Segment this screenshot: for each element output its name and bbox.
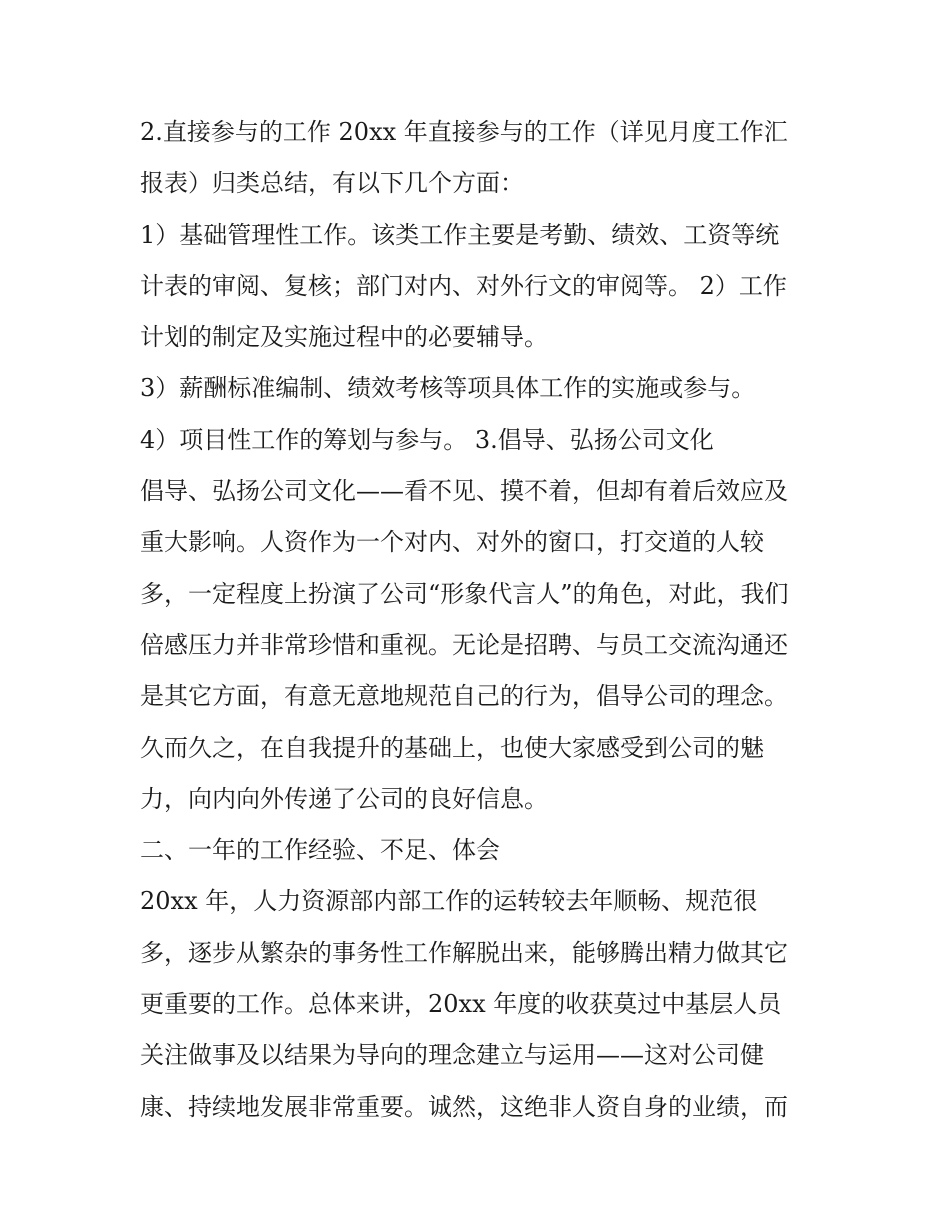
text-line: 报表）归类总结，有以下几个方面： xyxy=(140,169,524,198)
text-line: 倡导、弘扬公司文化——看不见、摸不着，但却有着后效应及 xyxy=(140,477,788,506)
text-line: 多，一定程度上扮演了公司“形象代言人”的角色，对此，我们 xyxy=(140,579,789,608)
text-line: 多，逐步从繁杂的事务性工作解脱出来，能够腾出精力做其它 xyxy=(140,938,788,967)
text-line: 康、持续地发展非常重要。诚然，这绝非人资自身的业绩，而 xyxy=(140,1092,788,1121)
text-line: 力，向内向外传递了公司的良好信息。 xyxy=(140,784,548,813)
text-line: 更重要的工作。总体来讲，20xx 年度的收获莫过中基层人员 xyxy=(140,990,782,1019)
text-line: 2.直接参与的工作 20xx 年直接参与的工作（详见月度工作汇 xyxy=(140,118,788,146)
text-line: 倍感压力并非常珍惜和重视。无论是招聘、与员工交流沟通还 xyxy=(140,630,788,659)
text-line: 4）项目性工作的筹划与参与。 3.倡导、弘扬公司文化 xyxy=(140,425,714,454)
text-line: 3）薪酬标准编制、绩效考核等项具体工作的实施或参与。 xyxy=(140,374,756,403)
document-body xyxy=(140,107,830,1133)
section-heading: 二、一年的工作经验、不足、体会 xyxy=(140,836,500,865)
text-line: 关注做事及以结果为导向的理念建立与运用——这对公司健 xyxy=(140,1041,764,1070)
text-line: 是其它方面，有意无意地规范自己的行为，倡导公司的理念。 xyxy=(140,682,788,711)
text-line: 重大影响。人资作为一个对内、对外的窗口，打交道的人较 xyxy=(140,528,764,557)
text-line: 计划的制定及实施过程中的必要辅导。 xyxy=(140,323,548,352)
text-line: 计表的审阅、复核；部门对内、对外行文的审阅等。 2）工作 xyxy=(140,271,787,300)
text-line: 1）基础管理性工作。该类工作主要是考勤、绩效、工资等统 xyxy=(140,220,780,249)
text-line: 久而久之，在自我提升的基础上，也使大家感受到公司的魅 xyxy=(140,733,764,762)
text-line: 20xx 年，人力资源部内部工作的运转较去年顺畅、规范很 xyxy=(140,887,758,916)
